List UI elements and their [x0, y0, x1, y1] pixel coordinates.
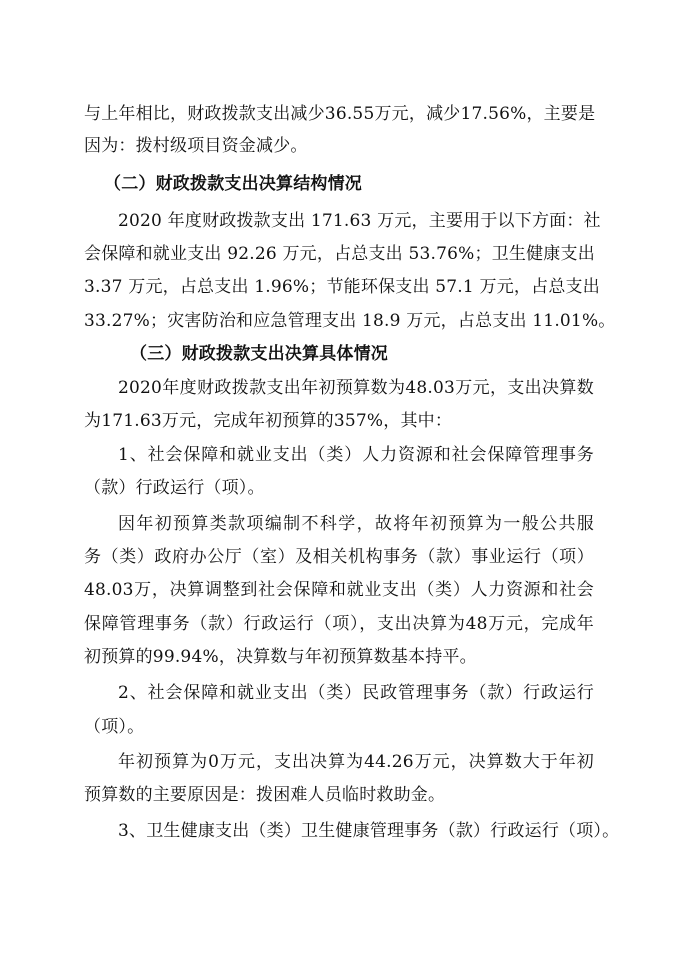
paragraph-line: 会保障和就业支出 92.26 万元，占总支出 53.76%；卫生健康支出	[84, 244, 595, 264]
paragraph-line: 年初预算为0万元，支出决算为44.26万元，决算数大于年初	[118, 752, 594, 772]
paragraph-line: 2020 年度财政拨款支出 171.63 万元，主要用于以下方面：社	[118, 211, 601, 231]
paragraph-line: 3.37 万元，占总支出 1.96%；节能环保支出 57.1 万元，占总支出	[84, 277, 600, 297]
paragraph-line: 因为：拨村级项目资金减少。	[84, 136, 308, 156]
paragraph-line: 2020年度财政拨款支出年初预算数为48.03万元，支出决算数	[118, 378, 594, 398]
list-item-line: （项）。	[84, 717, 145, 737]
paragraph-line: 因年初预算类款项编制不科学，故将年初预算为一般公共服	[118, 514, 594, 534]
paragraph-line: 33.27%；灾害防治和应急管理支出 18.9 万元，占总支出 11.01%。	[84, 311, 616, 331]
list-item-line: 2、社会保障和就业支出（类）民政管理事务（款）行政运行	[118, 683, 594, 703]
list-item-line: （款）行政运行（项）。	[84, 478, 265, 498]
paragraph-line: 务（类）政府办公厅（室）及相关机构事务（款）事业运行（项）	[84, 547, 594, 567]
list-item-line: 1、社会保障和就业支出（类）人力资源和社会保障管理事务	[118, 445, 594, 465]
paragraph-line: 为171.63万元，完成年初预算的357%，其中：	[84, 411, 453, 431]
paragraph-line: 保障管理事务（款）行政运行（项），支出决算为48万元，完成年	[84, 614, 594, 634]
list-item-line: 3、卫生健康支出（类）卫生健康管理事务（款）行政运行（项）。	[118, 821, 620, 841]
paragraph-line: 与上年相比，财政拨款支出减少36.55万元，减少17.56%，主要是	[84, 104, 596, 124]
section-heading-2: （二）财政拨款支出决算结构情况	[104, 174, 362, 194]
section-heading-3: （三）财政拨款支出决算具体情况	[130, 344, 388, 364]
paragraph-line: 初预算的99.94%，决算数与年初预算数基本持平。	[84, 647, 477, 667]
paragraph-line: 预算数的主要原因是：拨困难人员临时救助金。	[84, 785, 446, 805]
paragraph-line: 48.03万，决算调整到社会保障和就业支出（类）人力资源和社会	[84, 580, 594, 600]
